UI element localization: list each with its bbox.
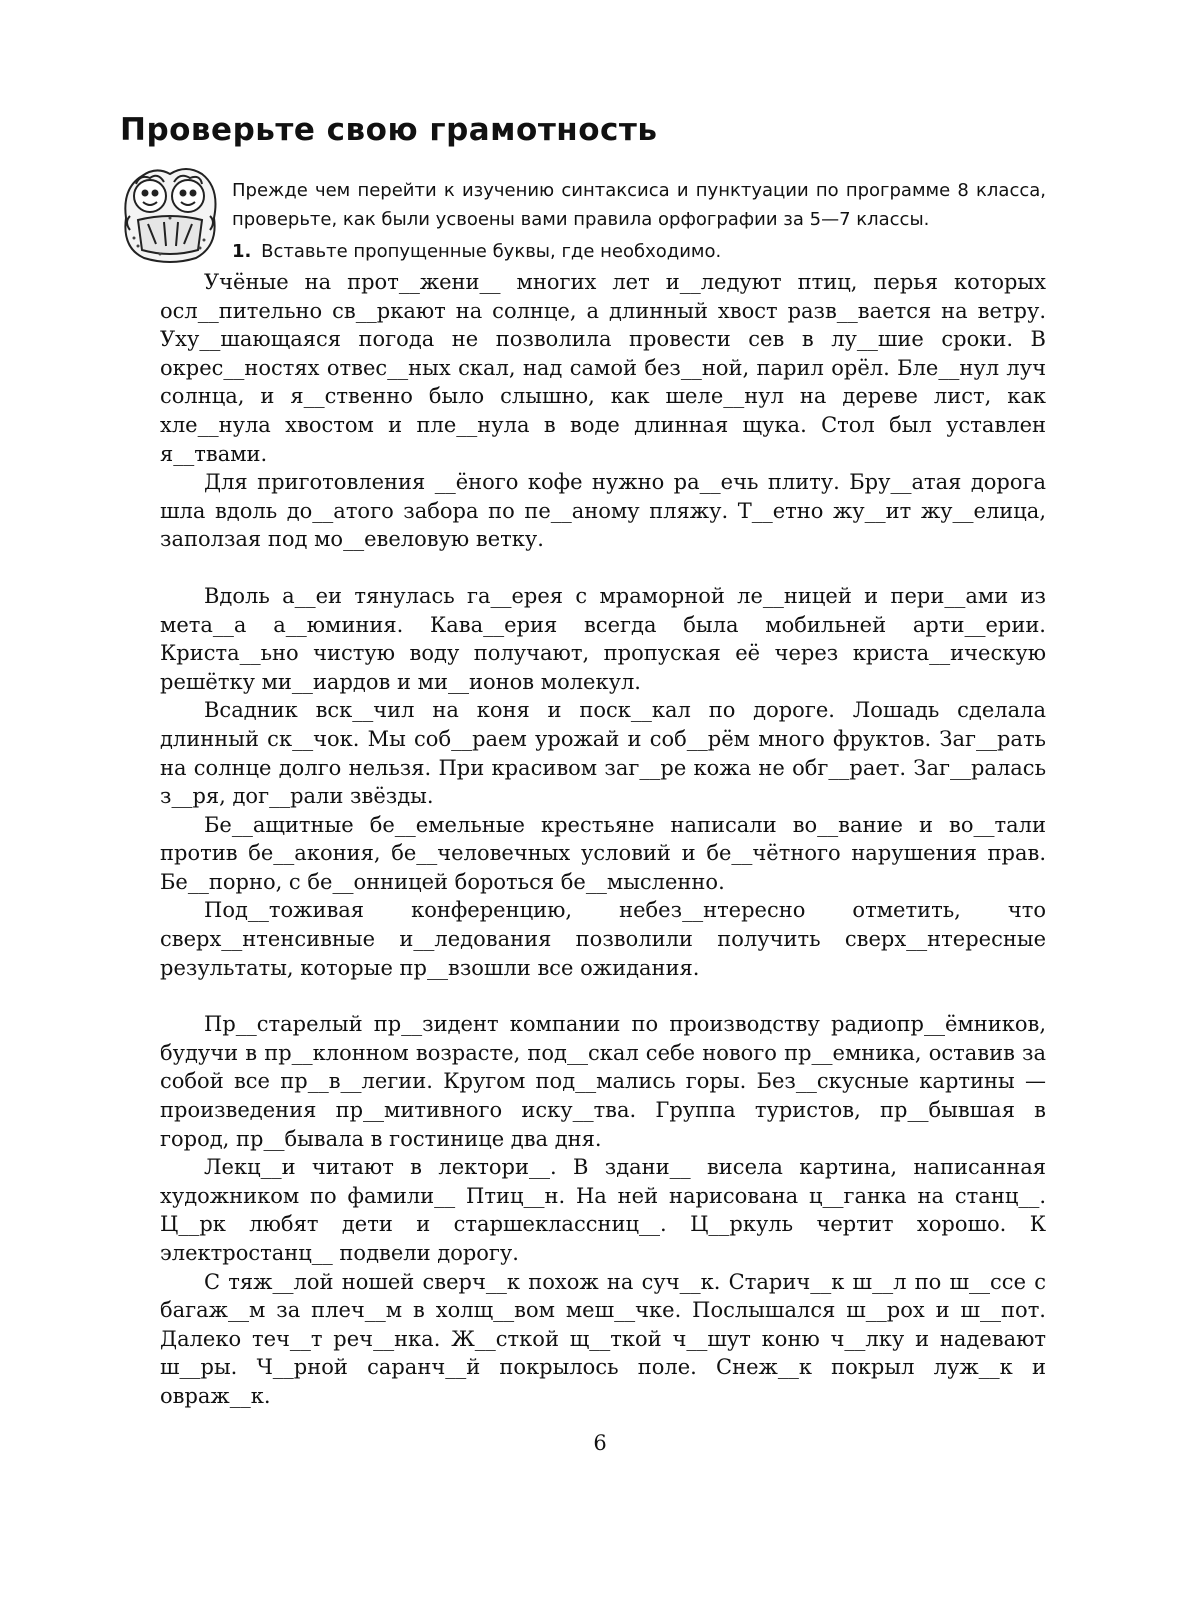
task-number: 1.	[232, 241, 252, 262]
exercise-paragraph: Для приготовления __ёного кофе нужно ра__ечь плиту. Бру__атая дорога шла вдоль до__атого забора по пе__аному пляжу. Т__етно жу__ит жу__елица, заползая под мо__евеловую ветку.	[160, 470, 1046, 552]
exercise-paragraph: Лекц__и читают в лектори__. В здани__ висела картина, написанная художником по фамили__ Птиц__н. На ней нарисована ц__ганка на станц__. Ц__рк любят дети и старшеклассниц__. Ц__ркуль чертит хорошо. К электростанц__ подвели дорогу.	[160, 1155, 1046, 1265]
exercise-paragraph: Вдоль а__еи тянулась га__ерея с мраморной ле__ницей и пери__ами из мета__а а__юминия. Кава__ерия всегда была мобильней арти__ерии. Криста__ьно чистую воду получают, пропуская её через криста__ическую решётку ми__иардов и ми__ионов молекул.	[160, 583, 1046, 694]
page-number: 6	[593, 1431, 607, 1455]
exercise-paragraph: С тяж__лой ношей сверч__к похож на суч__к. Старич__к ш__л по ш__ссе с багаж__м за плеч__м в холщ__вом меш__чке. Послышался ш__рох и ш__пот. Далеко теч__т реч__нка. Ж__сткой щ__ткой ч__шут коню ч__лку и надевают ш__ры. Ч__рной саранч__й покрылось поле. Снеж__к покрыл луж__к и овраж__к.	[160, 1269, 1046, 1408]
task-instruction	[232, 237, 1046, 266]
intro-text: Прежде чем перейти к изучению синтаксиса и пунктуации по программе 8 класса, проверьте, как были усвоены вами правила орфографии за 5—7 классы.	[232, 180, 1046, 230]
exercise-text	[160, 268, 1046, 1411]
cartoon-children-mascot-icon	[116, 158, 224, 266]
exercise-paragraph: Учёные на прот__жени__ многих лет и__ледуют птиц, перья которых осл__пительно св__ркают на солнце, а длинный хвост разв__вается на ветру. Уху__шающаяся погода не позволила провести сев в лу__шие сроки. В окрес__ностях отвес__ных скал, над самой без__ной, парил орёл. Бле__нул луч солнца, и я__ственно было слышно, как шеле__нул на дереве лист, как хле__нула хвостом и пле__нула в воде длинная щука. Стол был уставлен я__твами.	[160, 270, 1046, 466]
exercise-paragraph: Всадник вск__чил на коня и поск__кал по дороге. Лошадь сделала длинный ск__чок. Мы соб__раем урожай и соб__рём много фруктов. Заг__рать на солнце долго нельзя. При красивом заг__ре кожа не обг__рает. Заг__ралась з__ря, дог__рали звёзды.	[160, 698, 1046, 809]
task-text: Вставьте пропущенные буквы, где необходимо.	[261, 241, 722, 262]
exercise-paragraph: Бе__ащитные бе__емельные крестьяне написали во__вание и во__тали против бе__акония, бе__человечных условий и бе__чётного нарушения прав. Бе__порно, с бе__онницей бороться бе__мысленно.	[160, 812, 1046, 894]
exercise-paragraph: Под__тоживая конференцию, небез__нтересно отметить, что сверх__нтенсивные и__ледования позволили получить сверх__нтересные результаты, которые пр__взошли все ожидания.	[160, 898, 1046, 980]
page-title: Проверьте свою грамотность	[120, 112, 658, 148]
exercise-paragraph: Пр__старелый пр__зидент компании по производству радиопр__ёмников, будучи в пр__клонном возрасте, под__скал себе нового пр__емника, оставив за собой все пр__в__легии. Кругом под__мались горы. Без__скусные картины — произведения пр__митивного иску__тва. Группа туристов, пр__бывшая в город, пр__бывала в гостинице два дня.	[160, 1012, 1046, 1151]
